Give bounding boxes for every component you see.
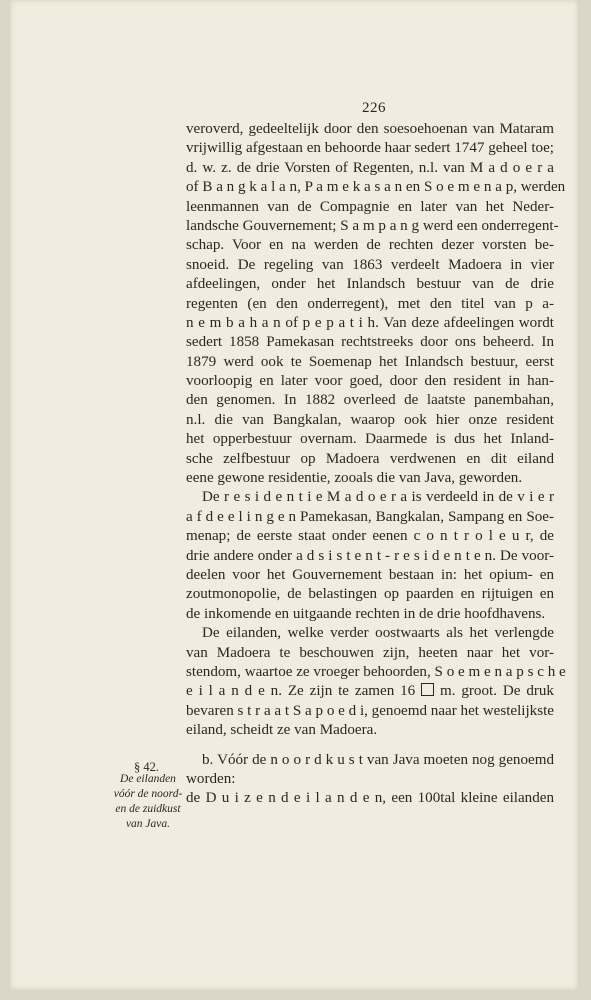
text-line: de D u i z e n d e i l a n d e n, een 100tal kleine eilanden bbox=[186, 790, 554, 807]
text-line: a f d e e l i n g e n Pamekasan, Bangkalan, Sampang en Soe- bbox=[186, 508, 554, 525]
text-line: schap. Voor en na werden de rechten dezer vorsten be- bbox=[186, 237, 554, 254]
text-fragment: m. groot. De druk bbox=[439, 683, 554, 700]
text-line: regenten (en den onderregent), met den titel van p a- bbox=[186, 295, 554, 312]
text-line: veroverd, gedeeltelijk door den soesoehoenan van Mataram bbox=[186, 121, 554, 137]
text-line: drie andere onder a d s i s t e n t - r e s i d e n t e n. De voor- bbox=[186, 547, 554, 564]
text-line: menap; de eerste staat onder eenen c o n t r o l e u r, de bbox=[186, 528, 554, 545]
text-line: voorloopig en later voor goed, door den resident in han- bbox=[186, 373, 554, 390]
text-line: eiland, scheidt ze van Madoera. bbox=[186, 722, 378, 739]
body-text bbox=[186, 120, 566, 809]
page-number: 226 bbox=[362, 100, 386, 116]
text-line: stendom, waartoe ze vroeger behoorden, S o e m e n a p s c h e bbox=[186, 663, 566, 680]
text-line: afdeelingen, onder het Inlandsch bestuur van de drie bbox=[186, 276, 554, 293]
text-line: De eilanden, welke verder oostwaarts als het verlengde bbox=[202, 625, 554, 642]
text-line: sedert 1858 Pamekasan rechtstreeks door ons beheerd. In bbox=[186, 334, 554, 351]
text-line: zoutmonopolie, de belastingen op paarden en rijtuigen en bbox=[186, 586, 554, 603]
text-line: eene gewone residentie, zooals die van Java, geworden. bbox=[186, 470, 523, 487]
text-line: of B a n g k a l a n, P a m e k a s a n en S o e m e n a p, werden bbox=[186, 179, 566, 196]
text-line: worden: bbox=[186, 770, 236, 787]
text-line: b. Vóór de n o o r d k u s t van Java moeten nog genoemd bbox=[202, 751, 554, 768]
text-line: leenmannen van de Compagnie en later van het Neder- bbox=[186, 198, 554, 215]
text-line: deelen voor het Gouvernement bestaan in: het opium- en bbox=[186, 566, 554, 583]
text-line: den genomen. In 1882 overleed de laatste panembahan, bbox=[186, 392, 554, 409]
text-line: landsche Gouvernement; S a m p a n g werd een onderregent- bbox=[186, 217, 559, 234]
text-line: snoeid. De regeling van 1863 verdeelt Madoera in vier bbox=[186, 256, 554, 273]
section-number: § 42. bbox=[134, 760, 159, 774]
text-line: van Madoera te beschouwen zijn, heeten naar het vor- bbox=[186, 644, 554, 661]
margin-note-line: vóór de noord- bbox=[113, 788, 183, 800]
margin-note bbox=[108, 772, 188, 832]
square-symbol-icon bbox=[421, 683, 434, 696]
text-line: de inkomende en uitgaande rechten in de drie hoofdhavens. bbox=[186, 605, 546, 622]
text-line: 1879 werd ook te Soemenap het Inlandsch bestuur, eerst bbox=[186, 353, 554, 370]
text-line: het opperbestuur overnam. Daarmede is dus het Inland- bbox=[186, 431, 554, 448]
text-line: De r e s i d e n t i e M a d o e r a is verdeeld in de v i e r bbox=[202, 489, 554, 506]
margin-note-line: en de zuidkust bbox=[115, 803, 181, 815]
margin-note-line: De eilanden bbox=[120, 773, 176, 785]
text-line: bevaren s t r a a t S a p o e d i, genoemd naar het westelijkste bbox=[186, 702, 554, 719]
text-line: sche zelfbestuur op Madoera verdwenen en dit eiland bbox=[186, 450, 554, 467]
book-page bbox=[10, 0, 578, 990]
text-line: vrijwillig afgestaan en behoorde haar sedert 1747 geheel toe; bbox=[186, 140, 554, 157]
text-fragment: e i l a n d e n. Ze zijn te zamen 16 bbox=[186, 683, 416, 700]
text-line: d. w. z. de drie Vorsten of Regenten, n.l. van M a d o e r a bbox=[186, 159, 554, 176]
text-line: n.l. die van Bangkalan, waarop ook hier onze resident bbox=[186, 411, 554, 428]
margin-note-line: van Java. bbox=[125, 818, 171, 830]
text-line-area bbox=[186, 682, 554, 701]
text-line: n e m b a h a n of p e p a t i h. Van deze afdeelingen wordt bbox=[186, 314, 554, 331]
